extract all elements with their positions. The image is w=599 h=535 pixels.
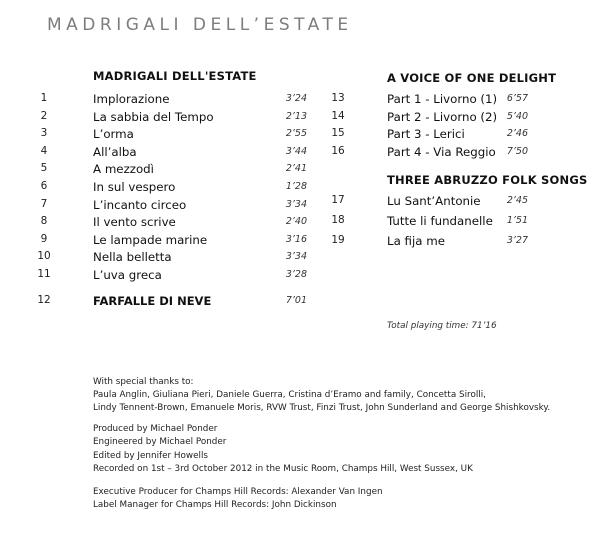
track-duration: 3’16: [285, 233, 307, 245]
track-number: 4: [40, 144, 48, 157]
track-title: Il vento scrive: [93, 215, 176, 230]
track-duration: 3’34: [285, 251, 307, 263]
produced-credit: Produced by Michael Ponder: [93, 424, 218, 434]
track-row: [37, 110, 317, 126]
track-title: Part 1 - Livorno (1): [387, 92, 498, 106]
section-title-madrigali: MADRIGALI DELL'ESTATE: [93, 69, 257, 83]
track-duration: 3’34: [285, 198, 307, 210]
section-title-voice: A VOICE OF ONE DELIGHT: [387, 71, 557, 85]
track-number: 14: [331, 109, 345, 122]
track-title: A mezzodì: [93, 162, 154, 177]
thanks-line: Lindy Tennent-Brown, Emanuele Moris, RVW Trust, Finzi Trust, John Sunderland and George Shishkovsky.: [93, 403, 551, 413]
track-duration: 3’44: [285, 145, 307, 157]
track-row: [37, 145, 317, 161]
section-title-abruzzo: THREE ABRUZZO FOLK SONGS: [387, 173, 588, 187]
exec-producer-credit: Executive Producer for Champs Hill Records: Alexander Van Ingen: [93, 487, 383, 497]
track-number: 7: [40, 197, 48, 210]
track-row: [37, 268, 317, 284]
track-row: [37, 198, 317, 214]
track-row: [37, 233, 317, 249]
track-row: [37, 92, 317, 108]
track-title: Lu Sant’Antonie: [387, 194, 481, 208]
track-duration: 6’57: [506, 93, 528, 104]
track-number: 3: [40, 127, 48, 140]
total-playing-time: Total playing time: 71’16: [387, 321, 497, 331]
track-row: [331, 92, 541, 108]
album-title: MADRIGALI DELL’ESTATE: [47, 15, 353, 35]
track-duration: 2’45: [506, 195, 528, 206]
track-row: [331, 127, 541, 143]
track-row: [37, 180, 317, 196]
track-number: 16: [331, 145, 345, 158]
thanks-heading: With special thanks to:: [93, 377, 194, 387]
track-row: [331, 214, 541, 230]
track-row: [331, 234, 541, 250]
track-number: 13: [331, 92, 345, 104]
track-title: Le lampade marine: [93, 232, 208, 247]
track-duration: 2’46: [506, 128, 528, 140]
track-number: 9: [40, 232, 48, 245]
track-duration: 5’40: [506, 110, 528, 122]
track-row: [331, 145, 541, 161]
track-number: 19: [331, 234, 345, 246]
track-row: [37, 215, 317, 231]
track-number: 15: [331, 127, 345, 140]
track-number: 12: [37, 294, 51, 306]
track-title: L’incanto circeo: [93, 197, 187, 212]
track-title: Implorazione: [93, 92, 170, 106]
track-duration: 2’13: [285, 110, 307, 122]
track-row: [37, 250, 317, 266]
track-number: 17: [331, 194, 345, 206]
track-duration: 3’28: [285, 269, 307, 280]
track-number: 1: [40, 92, 48, 104]
track-duration: 2’40: [285, 216, 307, 228]
track-duration: 2’41: [285, 163, 307, 175]
track-duration: 7’50: [506, 146, 528, 158]
recorded-credit: Recorded on 1st – 3rd October 2012 in the Music Room, Champs Hill, West Sussex, UK: [93, 464, 473, 474]
track-number: 6: [40, 180, 48, 192]
track-row: [331, 110, 541, 126]
track-title: L’uva greca: [93, 268, 162, 282]
track-title: All’alba: [93, 144, 137, 159]
track-row: [37, 162, 317, 178]
track-number: 2: [40, 109, 48, 122]
track-title: La sabbia del Tempo: [93, 109, 214, 124]
track-row: [37, 294, 317, 310]
track-number: 18: [331, 214, 345, 226]
track-title: Nella belletta: [93, 250, 172, 265]
track-number: 11: [37, 268, 51, 280]
track-duration: 7’01: [285, 295, 307, 306]
track-title: Tutte li fundanelle: [387, 214, 493, 228]
track-number: 10: [37, 250, 51, 263]
track-title: Part 4 - Via Reggio: [387, 145, 496, 160]
label-manager-credit: Label Manager for Champs Hill Records: John Dickinson: [93, 500, 337, 510]
track-title: La fija me: [387, 234, 445, 248]
track-duration: 1’51: [506, 215, 528, 226]
edited-credit: Edited by Jennifer Howells: [93, 451, 209, 461]
track-title: FARFALLE DI NEVE: [93, 294, 212, 308]
track-duration: 3’27: [506, 235, 528, 246]
thanks-line: Paula Anglin, Giuliana Pieri, Daniele Guerra, Cristina d’Eramo and family, Concetta Sirolli,: [93, 390, 486, 400]
track-duration: 1’28: [285, 181, 307, 192]
track-title: In sul vespero: [93, 180, 176, 194]
track-title: Part 3 - Lerici: [387, 127, 465, 142]
track-row: [331, 194, 541, 210]
track-duration: 3’24: [285, 93, 307, 104]
track-number: 8: [40, 215, 48, 228]
track-row: [37, 127, 317, 143]
track-number: 5: [40, 162, 48, 175]
engineered-credit: Engineered by Michael Ponder: [93, 437, 227, 447]
track-title: Part 2 - Livorno (2): [387, 109, 498, 124]
track-duration: 2’55: [285, 128, 307, 140]
track-title: L’orma: [93, 127, 134, 142]
